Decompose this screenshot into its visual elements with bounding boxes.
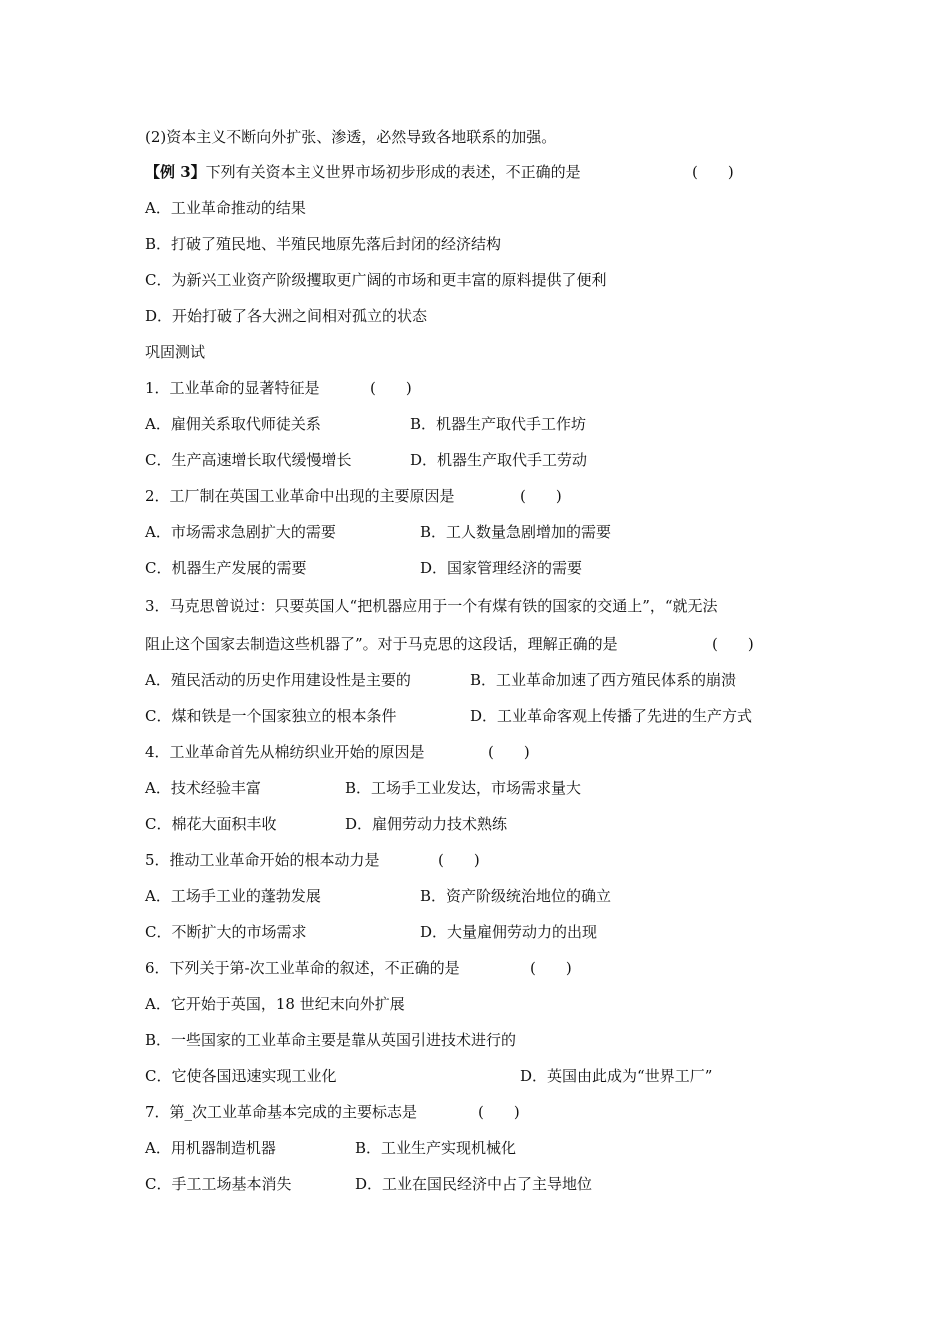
question-1-option-a: A．雇佣关系取代师徒关系	[145, 415, 321, 433]
question-1-paren: ( )	[370, 379, 412, 397]
example-3-option-a: A．工业革命推动的结果	[145, 199, 306, 217]
question-4-option-d: D．雇佣劳动力技术熟练	[345, 815, 508, 833]
question-5-option-b: B．资产阶级统治地位的确立	[420, 887, 612, 905]
question-2-option-b: B．工人数量急剧增加的需要	[420, 523, 612, 541]
question-2-stem: 2．工厂制在英国工业革命中出现的主要原因是	[145, 487, 455, 505]
question-3-stem-line-1: 3．马克思曾说过：只要英国人“把机器应用于一个有煤有铁的国家的交通上”，“就无法	[145, 597, 718, 615]
question-4-paren: ( )	[488, 743, 530, 761]
question-7-stem: 7．第_次工业革命基本完成的主要标志是	[145, 1103, 418, 1121]
question-7-option-c: C．手工工场基本消失	[145, 1175, 292, 1193]
question-1-option-c: C．生产高速增长取代缓慢增长	[145, 451, 352, 469]
question-7-paren: ( )	[478, 1103, 520, 1121]
question-1-stem: 1．工业革命的显著特征是	[145, 379, 320, 397]
question-1-option-d: D．机器生产取代手工劳动	[410, 451, 588, 469]
example-3-option-b: B．打破了殖民地、半殖民地原先落后封闭的经济结构	[145, 235, 502, 253]
question-3-option-d: D．工业革命客观上传播了先进的生产方式	[470, 707, 753, 725]
question-1-option-b: B．机器生产取代手工作坊	[410, 415, 587, 433]
intro-line: (2)资本主义不断向外扩张、渗透，必然导致各地联系的加强。	[145, 128, 557, 146]
section-title: 巩固测试	[145, 343, 206, 361]
example-3-answer-paren: ( )	[692, 163, 734, 181]
example-3-option-d: D．开始打破了各大洲之间相对孤立的状态	[145, 307, 428, 325]
question-3-paren: ( )	[712, 635, 754, 653]
question-7-option-a: A．用机器制造机器	[145, 1139, 276, 1157]
question-6-option-b: B．一些国家的工业革命主要是靠从英国引进技术进行的	[145, 1031, 517, 1049]
question-4-option-b: B．工场手工业发达，市场需求量大	[345, 779, 582, 797]
example-3-stem-line	[145, 162, 581, 182]
question-5-option-d: D．大量雇佣劳动力的出现	[420, 923, 598, 941]
question-4-option-a: A．技术经验丰富	[145, 779, 261, 797]
question-3-option-a: A．殖民活动的历史作用建设性是主要的	[145, 671, 411, 689]
question-6-option-d: D．英国由此成为“世界工厂”	[520, 1067, 713, 1085]
question-2-option-d: D．国家管理经济的需要	[420, 559, 583, 577]
question-6-paren: ( )	[530, 959, 572, 977]
question-2-paren: ( )	[520, 487, 562, 505]
question-3-option-b: B．工业革命加速了西方殖民体系的崩溃	[470, 671, 737, 689]
question-5-option-a: A．工场手工业的蓬勃发展	[145, 887, 321, 905]
question-4-stem: 4．工业革命首先从棉纺织业开始的原因是	[145, 743, 425, 761]
question-3-option-c: C．煤和铁是一个国家独立的根本条件	[145, 707, 397, 725]
question-5-option-c: C．不断扩大的市场需求	[145, 923, 307, 941]
example-3-option-c: C．为新兴工业资产阶级攫取更广阔的市场和更丰富的原料提供了便利	[145, 271, 607, 289]
question-6-option-a: A．它开始于英国，18 世纪末向外扩展	[145, 995, 405, 1013]
example-3-tag: 【例 3】	[145, 163, 206, 181]
question-4-option-c: C．棉花大面积丰收	[145, 815, 277, 833]
question-7-option-b: B．工业生产实现机械化	[355, 1139, 517, 1157]
question-3-stem-line-2: 阻止这个国家去制造这些机器了”。对于马克思的这段话，理解正确的是	[145, 635, 618, 653]
question-7-option-d: D．工业在国民经济中占了主导地位	[355, 1175, 593, 1193]
question-6-stem: 6．下列关于第-次工业革命的叙述，不正确的是	[145, 959, 460, 977]
question-2-option-a: A．市场需求急剧扩大的需要	[145, 523, 336, 541]
question-5-paren: ( )	[438, 851, 480, 869]
question-2-option-c: C．机器生产发展的需要	[145, 559, 307, 577]
question-5-stem: 5．推动工业革命开始的根本动力是	[145, 851, 380, 869]
example-3-stem: 下列有关资本主义世界市场初步形成的表述，不正确的是	[205, 163, 581, 181]
question-6-option-c: C．它使各国迅速实现工业化	[145, 1067, 337, 1085]
